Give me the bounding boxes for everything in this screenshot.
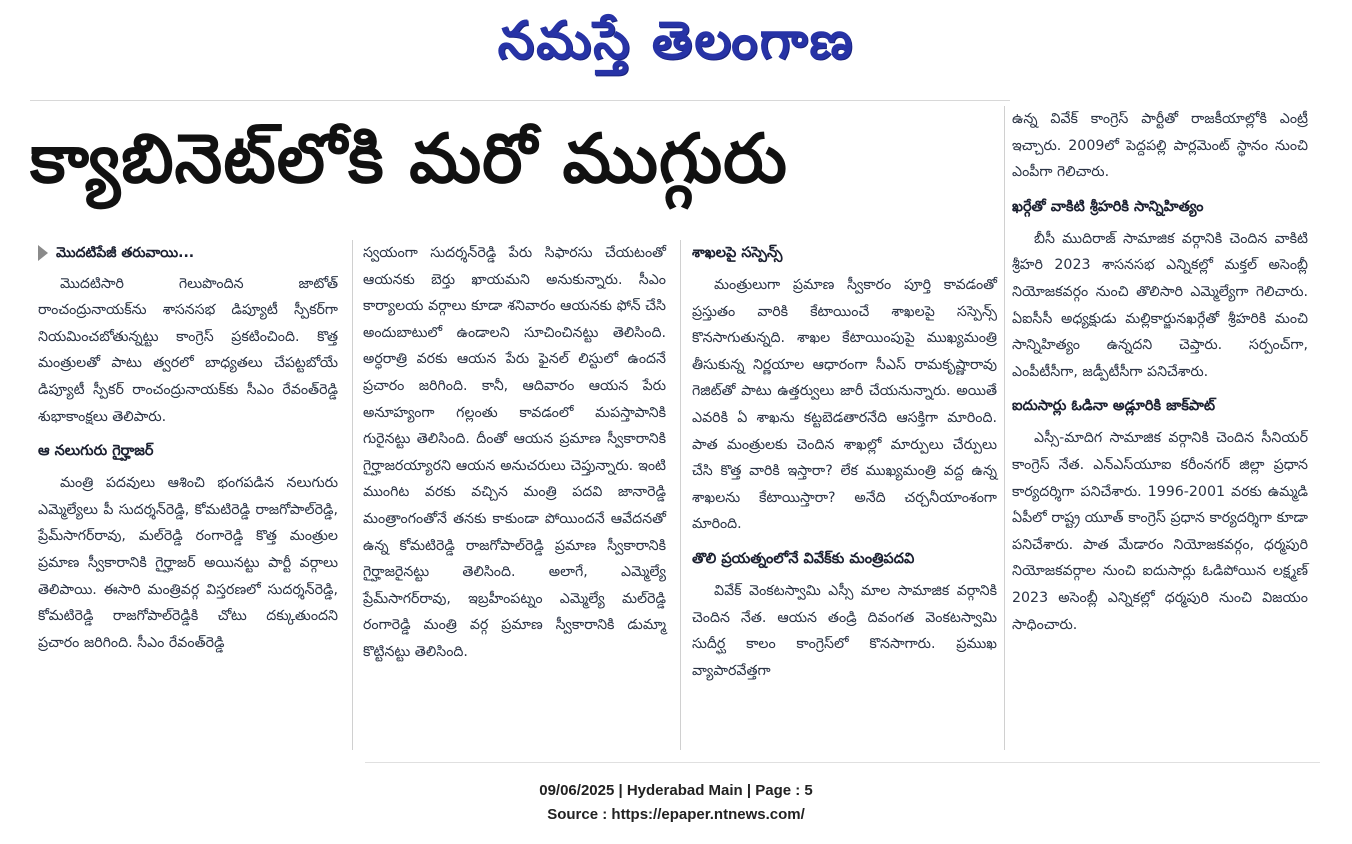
footer-source-link[interactable]: Source : https://epaper.ntnews.com/ — [547, 806, 805, 823]
continuation-kicker — [38, 240, 338, 267]
subheading: ఆ నలుగురు గైర్హాజర్ — [38, 443, 154, 460]
subheading: ఖర్గేతో వాకిటి శ్రీహరికి సాన్నిహిత్యం — [1012, 198, 1204, 215]
column-divider — [680, 240, 681, 750]
paragraph: బీసీ ముదిరాజ్ సామాజిక వర్గానికి చెందిన వాకిటి శ్రీహరి 2023 శాసనసభ ఎన్నికల్లో మక్తల్ అసెంబ్లీ నియోజకవర్గం నుంచి తొలిసారి ఎమ్మెల్యేగా గెలిచారు. ఏఐసీసీ అధ్యక్షుడు మల్లికార్జునఖర్గేతో శ్రీహరికి మంచి సాన్నిహిత్యం ఉన్నదని చెప్తారు. సర్పంచ్‌గా, ఎంపీటీసీగా, జడ్పీటీసీగా పనిచేశారు. — [1012, 230, 1308, 380]
paragraph: మంత్రులుగా ప్రమాణ స్వీకారం పూర్తి కావడంతో ప్రస్తుతం వారికి కేటాయించే శాఖలపై సస్పెన్స్ కొనసాగుతున్నది. శాఖల కేటాయింపుపై ముఖ్యమంత్రి తీసుకున్న నిర్ణయాల ఆధారంగా సీఎస్ రామకృష్ణారావు గెజిట్‌తో పాటు ఉత్తర్వులు జారీ చేయనున్నారు. అయితే ఎవరికి ఏ శాఖను కట్టబెడతారనేది ఆసక్తిగా మారింది. పాత మంత్రులకు చెందిన శాఖల్లో మార్పులు చేర్పులు చేసి కొత్త వారికి ఇస్తారా? లేక ముఖ్యమంత్రి వద్ద ఉన్న శాఖలను కేటాయిస్తారా? అనేది చర్చనీయాంశంగా మారింది. — [692, 277, 997, 533]
column-divider — [1004, 106, 1005, 750]
footer-date-edition: 09/06/2025 | Hyderabad Main | Page : 5 — [539, 782, 813, 799]
paragraph: మొదటిసారి గెలుపొందిన జాటోత్ రాంచంద్రునాయక్‌ను శాసనసభ డిప్యూటీ స్పీకర్‌గా నియమించబోతున్నట్టు కాంగ్రెస్ ప్రకటించింది. కొత్త మంత్రులతో పాటు త్వరలో బాధ్యతలు చేపట్టబోయే డిప్యూటీ స్పీకర్ రాంచంద్రునాయక్‌కు సీఎం రేవంత్‌రెడ్డి శుభాకాంక్షలు తెలిపారు. — [38, 275, 338, 425]
subheading: శాఖలపై సస్పెన్స్ — [692, 245, 783, 261]
subheading: తొలి ప్రయత్నంలోనే వివేక్‌కు మంత్రిపదవి — [692, 550, 915, 567]
paragraph: స్వయంగా సుదర్శన్‌రెడ్డి పేరు సిఫారసు చేయటంతో ఆయనకు బెర్తు ఖాయమని అనుకున్నారు. సీఎం కార్యాలయ వర్గాలు కూడా శనివారం ఆయనకు ఫోన్ చేసి అందుబాటులో ఉండాలని సూచించినట్టు తెలిసింది. అర్ధరాత్రి వరకు ఆయన పేరు ఫైనల్ లిస్టులో ఉందనే ప్రచారం జరిగింది. కానీ, ఆదివారం ఆయన పేరు అనూహ్యంగా గల్లంతు కావడంలో మపస్తాపానికి గురైనట్టు తెలిసింది. దీంతో ఆయన ప్రమాణ స్వీకారానికి గైర్హాజరయ్యారని ఆయన అనుచరులు చెప్తున్నారు. ఇంటి ముంగిట వరకు వచ్చిన మంత్రి పదవి జానారెడ్డి మంత్రాంగంతోనే తనకు కాకుండా పోయిందనే ఆవేదనతో ఉన్న కోమటిరెడ్డి రాజగోపాల్‌రెడ్డి ప్రమాణ స్వీకారానికి గైర్హాజరైనట్టు తెలిసింది. అలాగే, ఎమ్మెల్యే ప్రేమ్‌సాగర్‌రావు, ఇబ్రహీంపట్నం ఎమ్మెల్యే మల్‌రెడ్డి రంగారెడ్డి మంత్రి వర్గ ప్రమాణ స్వీకారానికి డుమ్మా కొట్టినట్టు తెలిసింది. — [363, 245, 666, 660]
article-column-3 — [692, 240, 997, 684]
article-column-4 — [1012, 106, 1308, 638]
newspaper-masthead: నమస్తే తెలంగాణ — [497, 10, 855, 71]
paragraph: ఉన్న వివేక్ కాంగ్రెస్ పార్టీతో రాజకీయాల్లోకి ఎంట్రీ ఇచ్చారు. 2009లో పెద్దపల్లి పార్లమెంట్ స్థానం నుంచి ఎంపీగా గెలిచారు. — [1012, 111, 1308, 181]
paragraph: ఎస్సీ-మాదిగ సామాజిక వర్గానికి చెందిన సీనియర్ కాంగ్రెస్ నేత. ఎన్‌ఎస్‌యూఐ కరీంనగర్ జిల్లా ప్రధాన కార్యదర్శిగా పనిచేశారు. 1996-2001 వరకు ఉమ్మడి ఏపీలో రాష్ట్ర యూత్ కాంగ్రెస్ ప్రధాన కార్యదర్శిగా కూడా పనిచేశారు. పాత మేడారం నియోజకవర్గం, ధర్మపురి నియోజకవర్గాల నుంచి ఐదుసార్లు ఓడిపోయిన లక్ష్మణ్ 2023 అసెంబ్లీ ఎన్నికల్లో ధర్మపురి నుంచి విజయం సాధించారు. — [1012, 430, 1308, 633]
divider — [30, 100, 1010, 101]
article-column-2 — [363, 240, 666, 666]
article-column-1 — [38, 240, 338, 656]
arrow-right-icon — [38, 245, 48, 261]
divider — [365, 762, 1320, 763]
headline: క్యాబినెట్‌లోకి మరో ముగ్గురు — [30, 120, 788, 199]
kicker-text: మొదటిపేజీ తరువాయి... — [56, 245, 195, 261]
paragraph: మంత్రి పదవులు ఆశించి భంగపడిన నలుగురు ఎమ్మెల్యేలు పీ సుదర్శన్‌రెడ్డి, కోమటిరెడ్డి రాజగోపాల్‌రెడ్డి, ప్రేమ్‌సాగర్‌రావు, మల్‌రెడ్డి రంగారెడ్డి కొత్త మంత్రుల ప్రమాణ స్వీకారానికి గైర్హాజర్ అయినట్టు పార్టీ వర్గాలు తెలిపాయి. ఈసారి మంత్రివర్గ విస్తరణలో సుదర్శన్‌రెడ్డి, కోమటిరెడ్డి రాజగోపాల్‌రెడ్డికి చోటు దక్కుతుందని ప్రచారం జరిగింది. సీఎం రేవంత్‌రెడ్డి — [38, 475, 338, 651]
subheading: ఐదుసార్లు ఓడినా అడ్లూరికి జాక్‌పాట్ — [1012, 398, 1216, 415]
paragraph: వివేక్ వెంకటస్వామి ఎస్సీ మాల సామాజిక వర్గానికి చెందిన నేత. ఆయన తండ్రి దివంగత వెంకటస్వామి సుదీర్ఘ కాలం కాంగ్రెస్‌లో కొనసాగారు. ప్రముఖ వ్యాపారవేత్తగా — [692, 582, 997, 679]
column-divider — [352, 240, 353, 750]
